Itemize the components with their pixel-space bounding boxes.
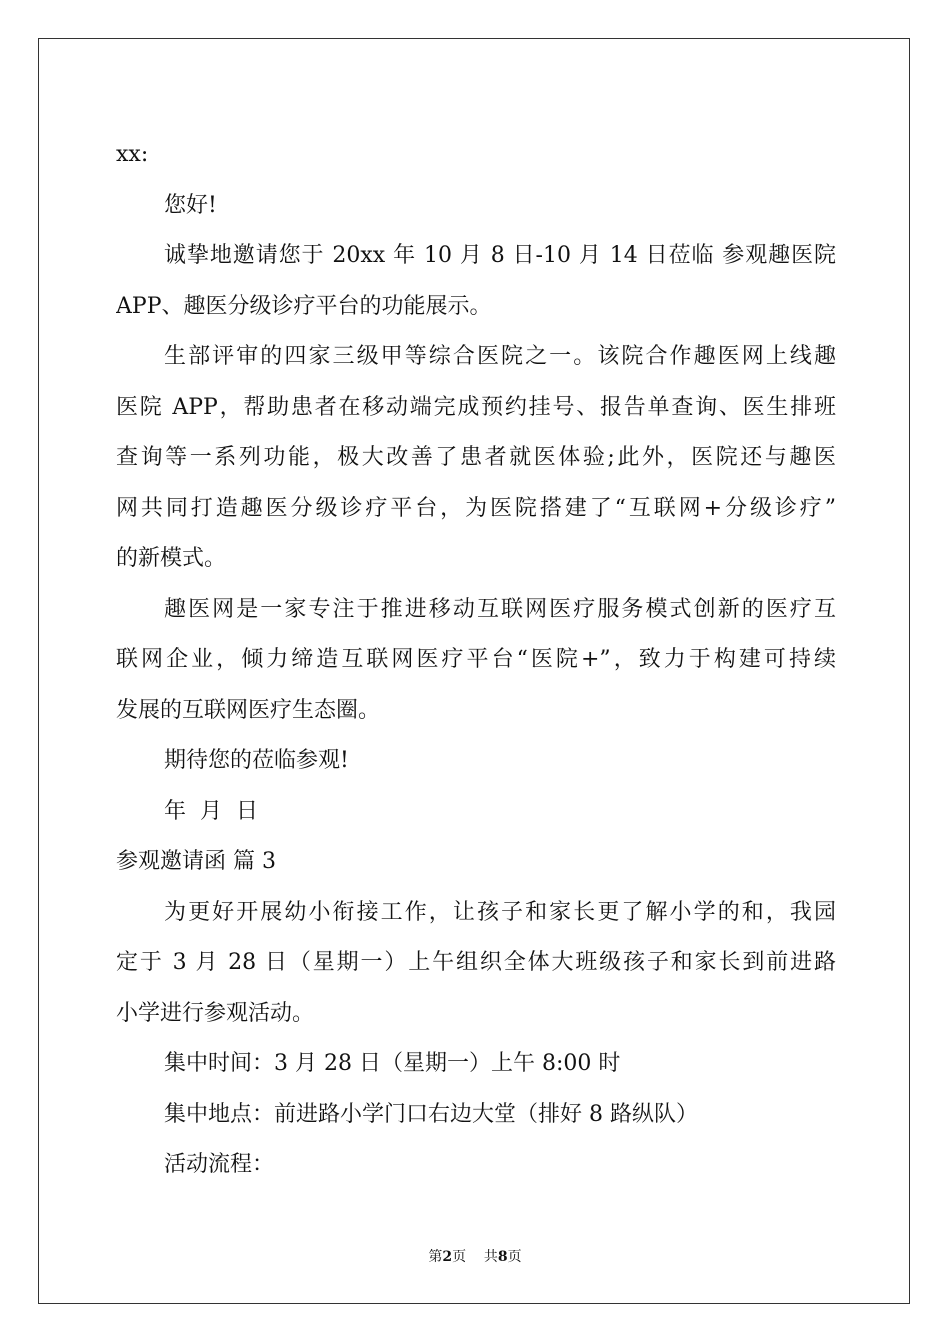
paragraph-line: 小学进行参观活动。 <box>116 1000 315 1026</box>
paragraph-line: 生部评审的四家三级甲等综合医院之一。该院合作趣医网上线趣 <box>164 344 836 369</box>
paragraph-line: 网共同打造趣医分级诊疗平台，为医院搭建了“互联网+分级诊疗” <box>116 495 836 521</box>
paragraph-line: 联网企业，倾力缔造互联网医疗平台“医院+”，致力于构建可持续 <box>116 647 836 672</box>
section-heading: 参观邀请函 篇 3 <box>116 849 276 874</box>
paragraph-line: 的新模式。 <box>116 546 227 571</box>
greeting: 您好! <box>164 192 217 218</box>
gathering-location: 集中地点：前进路小学门口右边大堂（排好 8 路纵队） <box>164 1101 698 1127</box>
salutation: xx: <box>116 142 149 167</box>
paragraph-line: 医院 APP，帮助患者在移动端完成预约挂号、报告单查询、医生排班 <box>116 394 836 420</box>
paragraph-line: 趣医网是一家专注于推进移动互联网医疗服务模式创新的医疗互 <box>164 596 836 622</box>
paragraph-line: 定于 3 月 28 日（星期一）上午组织全体大班级孩子和家长到前进路 <box>116 950 836 975</box>
page-footer <box>0 1246 950 1266</box>
page-label-prefix: 第 <box>428 1249 443 1265</box>
total-label-prefix: 共 <box>483 1249 498 1265</box>
paragraph-line: 发展的互联网医疗生态圈。 <box>116 697 381 723</box>
paragraph-line: 为更好开展幼小衔接工作，让孩子和家长更了解小学的和，我园 <box>164 899 836 925</box>
current-page-number: 2 <box>442 1249 453 1265</box>
total-pages-number: 8 <box>497 1249 508 1265</box>
date-line: 年 月 日 <box>164 798 258 824</box>
paragraph-line: APP、趣医分级诊疗平台的功能展示。 <box>116 293 492 319</box>
total-label-suffix: 页 <box>507 1249 522 1265</box>
paragraph-line: 查询等一系列功能，极大改善了患者就医体验;此外，医院还与趣医 <box>116 445 836 470</box>
page-label-suffix: 页 <box>452 1249 467 1265</box>
paragraph-line: 诚挚地邀请您于 20xx 年 10 月 8 日-10 月 14 日莅临 参观趣医院 <box>164 243 836 268</box>
closing-line: 期待您的莅临参观! <box>164 748 349 773</box>
activity-process-label: 活动流程： <box>164 1152 275 1177</box>
document-body <box>116 130 836 1191</box>
gathering-time: 集中时间：3 月 28 日（星期一）上午 8:00 时 <box>164 1051 621 1076</box>
